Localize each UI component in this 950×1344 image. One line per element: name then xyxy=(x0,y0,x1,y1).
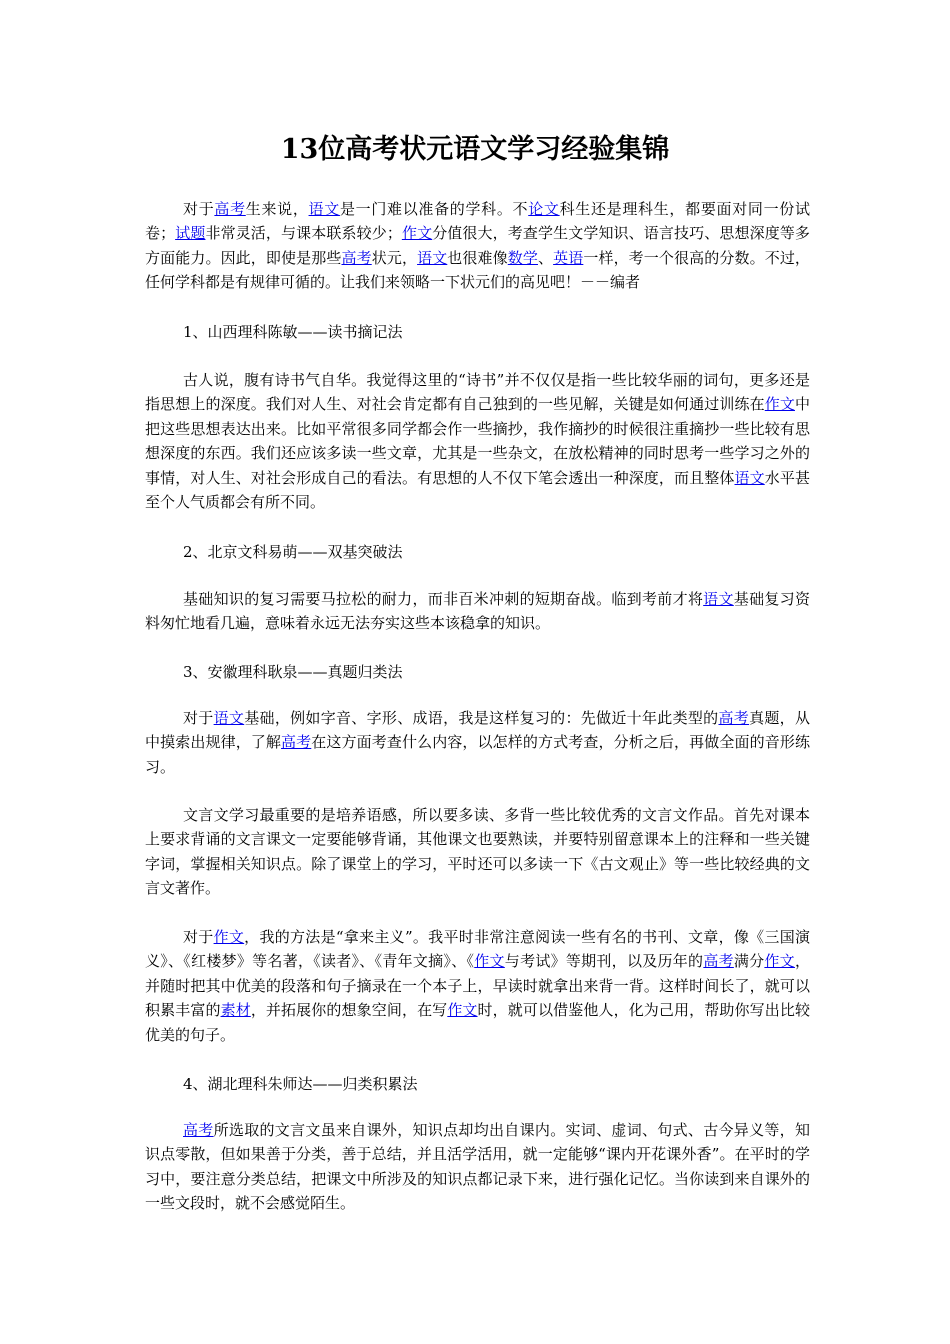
keyword-link[interactable]: 数学 xyxy=(507,248,538,267)
paragraph-text: ，并随时把其中优美的段落和句子摘录在一个本子上，早读时就拿出来背一背。这样时间长了，就可以积累丰富的 xyxy=(145,952,810,1020)
paragraph-text: 中把这些思想表达出来。比如平常很多同学都会作一些摘抄，我作摘抄的时候很注重摘抄一些比较有思想深度的东西。我们还应该多读一些文章，尤其是一些杂文，在放松精神的同时思考一些学习之外的事情，对人生、对社会形成自己的看法。有思想的人不仅下笔会透出一种深度，而且整体 xyxy=(145,395,810,487)
keyword-link[interactable]: 作文 xyxy=(213,928,245,946)
paragraph-text: ，并拓展你的想象空间，在写 xyxy=(250,1001,448,1020)
paragraph-text: 时，就可以借鉴他人，化为己用，帮助你写出比较优美的句子。 xyxy=(145,1001,810,1044)
paragraph-text: 与考试》等期刊，以及历年的 xyxy=(504,952,704,971)
section-3-paragraph-1 xyxy=(145,706,810,779)
paragraph-text: 状元， xyxy=(371,248,418,267)
paragraph-text: 基础复习资料匆忙地看几遍，意味着永远无法夯实这些本该稳拿的知识。 xyxy=(145,590,810,633)
section-3-paragraph-3 xyxy=(145,925,810,1047)
paragraph-text: 对于 xyxy=(183,709,214,727)
section-1-paragraph xyxy=(145,368,810,514)
section-heading-2: 2、北京文科易萌——双基突破法 xyxy=(183,543,403,561)
paragraph-text: ，我的方法是“拿来主义”。我平时非常注意阅读一些有名的书刊、文章，像《三国演义》、《红楼梦》等名著，《读者》、《青年文摘》、《 xyxy=(145,928,810,971)
page-title: 13位高考状元语文学习经验集锦 xyxy=(280,134,670,165)
keyword-link[interactable]: 高考 xyxy=(214,200,246,218)
paragraph-text: 古人说，腹有诗书气自华。我觉得这里的“诗书”并不仅仅是指一些比较华丽的词句，更多还是指思想上的深度。我们对人生、对社会肯定都有自己独到的一些见解，关键是如何通过训练在 xyxy=(145,371,810,414)
keyword-link[interactable]: 语文 xyxy=(703,590,734,608)
paragraph-text: 、 xyxy=(537,248,554,267)
section-heading-3: 3、安徽理科耿泉——真题归类法 xyxy=(183,663,403,681)
section-heading-1: 1、山西理科陈敏——读书摘记法 xyxy=(183,323,403,341)
paragraph-text: 对于 xyxy=(183,928,214,946)
section-4-paragraph xyxy=(145,1118,810,1216)
paragraph-text: 所选取的文言文虽来自课外，知识点却均出自课内。实词、虚词、句式、古今异义等，知识点零散，但如果善于分类，善于总结，并且活学活用，就一定能够“课内开花课外香”。在平时的学习中，要注意分类总结，把课文中所涉及的知识点都记录下来，进行强化记忆。当你读到来自课外的一些文段时，就不会感觉陌生。 xyxy=(145,1121,810,1213)
section-3-paragraph-2 xyxy=(145,803,810,901)
paragraph-text: 也很难像 xyxy=(447,248,508,267)
keyword-link[interactable]: 作文 xyxy=(447,1001,478,1020)
paragraph-text: 满分 xyxy=(733,952,765,971)
paragraph-text: 是一门难以准备的学科。不 xyxy=(339,200,529,218)
keyword-link[interactable]: 高考 xyxy=(281,733,312,752)
keyword-link[interactable]: 高考 xyxy=(703,952,734,971)
keyword-link[interactable]: 语文 xyxy=(417,248,448,267)
keyword-link[interactable]: 语文 xyxy=(308,200,340,218)
paragraph-text: 分值很大，考查学生文学知识、语言技巧、思想深度等多方面能力。因此，即使是那些 xyxy=(145,224,810,267)
keyword-link[interactable]: 语文 xyxy=(734,468,765,487)
section-heading-4: 4、湖北理科朱师达——归类积累法 xyxy=(183,1075,418,1093)
paragraph-text: 生来说， xyxy=(245,200,309,218)
paragraph-text: 基础，例如字音、字形、成语，我是这样复习的：先做近十年此类型的 xyxy=(244,709,719,727)
keyword-link[interactable]: 语文 xyxy=(213,709,245,727)
paragraph-text: 一样，考一个很高的分数。不过，任何学科都是有规律可循的。让我们来领略一下状元们的高见吧！－－编者 xyxy=(145,248,810,292)
keyword-link[interactable]: 素材 xyxy=(220,1001,251,1020)
paragraph-text: 在这方面考查什么内容，以怎样的方式考查，分析之后，再做全面的音形练习。 xyxy=(145,733,810,776)
keyword-link[interactable]: 论文 xyxy=(528,200,560,218)
keyword-link[interactable]: 高考 xyxy=(341,248,372,267)
paragraph-text: 水平甚至个人气质都会有所不同。 xyxy=(145,468,810,512)
keyword-link[interactable]: 作文 xyxy=(474,952,505,971)
keyword-link[interactable]: 作文 xyxy=(764,395,795,414)
keyword-link[interactable]: 作文 xyxy=(764,952,795,971)
keyword-link[interactable]: 作文 xyxy=(401,224,433,243)
section-2-paragraph xyxy=(145,587,810,636)
intro-paragraph xyxy=(145,197,810,295)
paragraph-text: 真题，从中摸索出规律，了解 xyxy=(145,709,810,752)
paragraph-text: 基础知识的复习需要马拉松的耐力，而非百米冲刺的短期奋战。临到考前才将 xyxy=(183,590,704,608)
paragraph-text: 非常灵活，与课本联系较少； xyxy=(205,224,402,243)
paragraph-text: 科生还是理科生，都要面对同一份试卷； xyxy=(145,200,810,243)
paragraph-text: 对于 xyxy=(183,200,215,218)
keyword-link[interactable]: 英语 xyxy=(553,248,584,267)
keyword-link[interactable]: 高考 xyxy=(718,709,750,727)
paragraph-text: 文言文学习最重要的是培养语感，所以要多读、多背一些比较优秀的文言文作品。首先对课本上要求背诵的文言课文一定要能够背诵，其他课文也要熟读，并要特别留意课本上的注释和一些关键字词，掌握相关知识点。除了课堂上的学习，平时还可以多读一下《古文观止》等一些比较经典的文言文著作。 xyxy=(145,806,810,898)
keyword-link[interactable]: 试题 xyxy=(175,224,206,243)
keyword-link[interactable]: 高考 xyxy=(183,1121,214,1139)
